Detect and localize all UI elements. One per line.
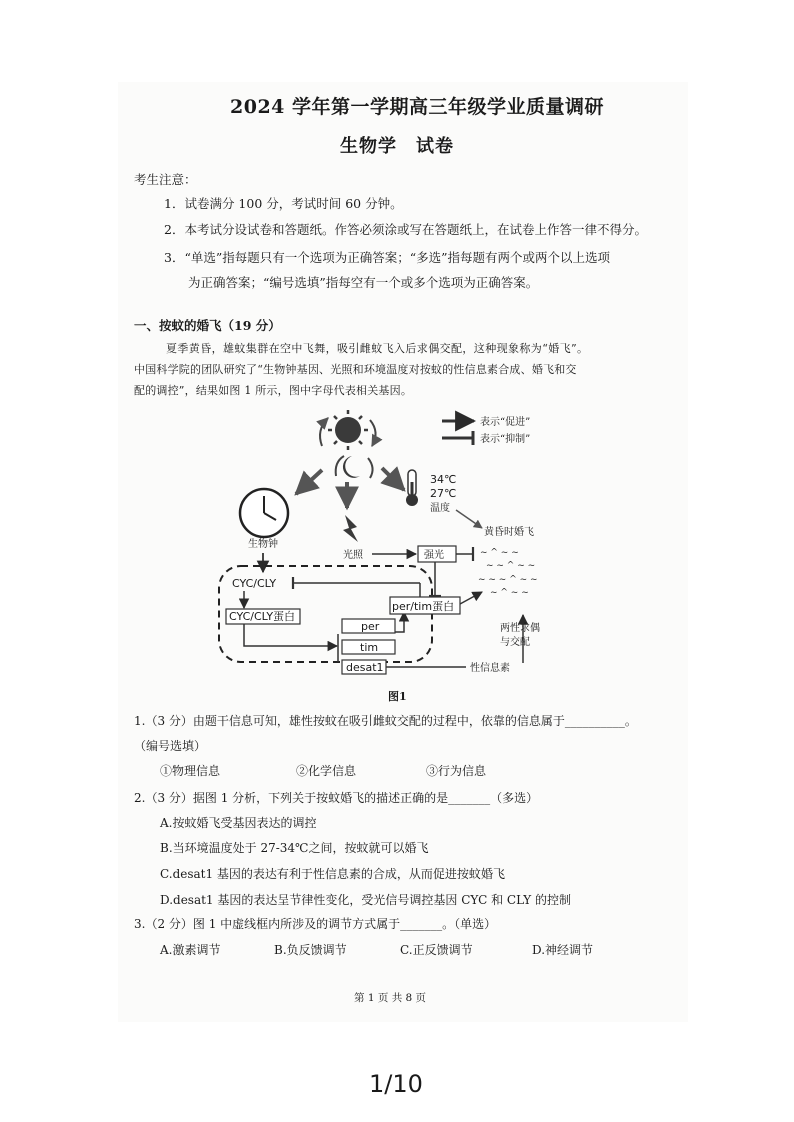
question-2-option-c: C.desat1 基因的表达有利于性信息素的合成，从而促进按蚊婚飞	[160, 867, 505, 881]
sun-icon	[320, 410, 376, 450]
temp-label: 温度	[430, 503, 450, 514]
per-tim-protein-label: per/tim蛋白	[392, 600, 455, 613]
cyc-cly-label: CYC/CLY	[232, 577, 277, 590]
mating-label-2: 与交配	[500, 637, 530, 648]
clock-icon	[240, 489, 288, 537]
svg-text:~ ~ ~ ^ ~ ~: ~ ~ ~ ^ ~ ~	[478, 575, 538, 585]
moon-icon	[336, 456, 373, 478]
notice-item-3-cont: 为正确答案；“编号选填”指每空有一个或多个选项为正确答案。	[188, 275, 539, 290]
thermometer-icon	[406, 470, 418, 506]
notice-item-2: 2．本考试分设试卷和答题纸。作答必须涂或写在答题纸上，在试卷上作答一律不得分。	[164, 222, 647, 237]
question-3-option-b: B.负反馈调节	[274, 943, 347, 957]
question-1-type: （编号选填）	[134, 739, 207, 753]
clock-label: 生物钟	[248, 539, 278, 550]
question-3-stem: 3.（2 分）图 1 中虚线框内所涉及的调节方式属于_______。（单选）	[134, 917, 497, 931]
mating-label-1: 两性求偶	[500, 623, 540, 634]
question-2-option-a: A.按蚊婚飞受基因表达的调控	[160, 816, 317, 830]
question-3-option-c: C.正反馈调节	[400, 943, 473, 957]
svg-text:~ ^ ~ ~: ~ ^ ~ ~	[490, 588, 529, 598]
question-2-option-d: D.desat1 基因的表达呈节律性变化，受光信号调控基因 CYC 和 CLY 的控制	[160, 893, 572, 907]
legend	[442, 415, 530, 445]
mosquito-swarm-icon	[478, 548, 538, 598]
lightning-icon	[343, 515, 358, 542]
exam-title: 2024 学年第一学期高三年级学业质量调研	[230, 96, 604, 118]
question-2-option-b: B.当环境温度处于 27-34℃之间，按蚊就可以婚飞	[160, 841, 429, 855]
question-3-option-a: A.激素调节	[160, 943, 221, 957]
strong-light-label: 强光	[424, 550, 444, 561]
question-3-option-d: D.神经调节	[532, 943, 594, 957]
question-1-stem: 1.（3 分）由题干信息可知，雄性按蚊在吸引雌蚊交配的过程中，依靠的信息属于__________。	[134, 714, 637, 728]
section-paragraph-line-2: 中国科学院的团队研究了“生物钟基因、光照和环境温度对按蚊的性信息素合成、婚飞和交	[134, 363, 577, 376]
cyc-cly-protein-label: CYC/CLY蛋白	[229, 610, 296, 623]
notice-item-3: 3．“单选”指每题只有一个选项为正确答案；“多选”指每题有两个或两个以上选项	[164, 250, 611, 265]
per-label: per	[361, 620, 380, 633]
temp-high: 34℃	[430, 473, 457, 486]
section-paragraph-line-3: 配的调控”，结果如图 1 所示，图中字母代表相关基因。	[134, 384, 413, 397]
pheromone-label: 性信息素	[470, 663, 510, 674]
arrow-sun-to-temp	[382, 468, 404, 490]
page-footer: 第 1 页 共 8 页	[354, 992, 427, 1004]
svg-text:~ ~ ^ ~ ~: ~ ~ ^ ~ ~	[486, 561, 536, 571]
dusk-flight-label: 黄昏时婚飞	[484, 527, 534, 538]
arrow-sun-to-clock	[296, 470, 322, 494]
question-2-stem: 2.（3 分）据图 1 分析，下列关于按蚊婚飞的描述正确的是_______（多选）	[134, 791, 539, 805]
legend-inhibit-label: 表示“抑制”	[480, 434, 531, 445]
desat1-label: desat1	[346, 661, 384, 674]
notice-heading: 考生注意：	[134, 172, 197, 187]
section-title: 一、按蚊的婚飞（19 分）	[134, 318, 281, 333]
question-1-option-3: ③行为信息	[426, 764, 487, 778]
section-paragraph-line-1: 夏季黄昏，雄蚊集群在空中飞舞，吸引雌蚊飞入后求偶交配，这种现象称为“婚飞”。	[166, 342, 589, 355]
question-1-option-1: ①物理信息	[160, 764, 221, 778]
page-counter: 1/10	[369, 1070, 423, 1098]
exam-subject: 生物学 试卷	[340, 136, 454, 157]
arrow-temp-to-flight	[456, 510, 482, 528]
svg-text:~ ^ ~ ~: ~ ^ ~ ~	[480, 548, 519, 558]
legend-promote-label: 表示“促进”	[480, 417, 531, 428]
temp-low: 27℃	[430, 487, 457, 500]
light-label: 光照	[343, 550, 363, 561]
notice-item-1: 1．试卷满分 100 分，考试时间 60 分钟。	[164, 196, 403, 211]
question-1-option-2: ②化学信息	[296, 764, 357, 778]
tim-label: tim	[360, 641, 379, 654]
figure-caption: 图1	[388, 690, 407, 703]
